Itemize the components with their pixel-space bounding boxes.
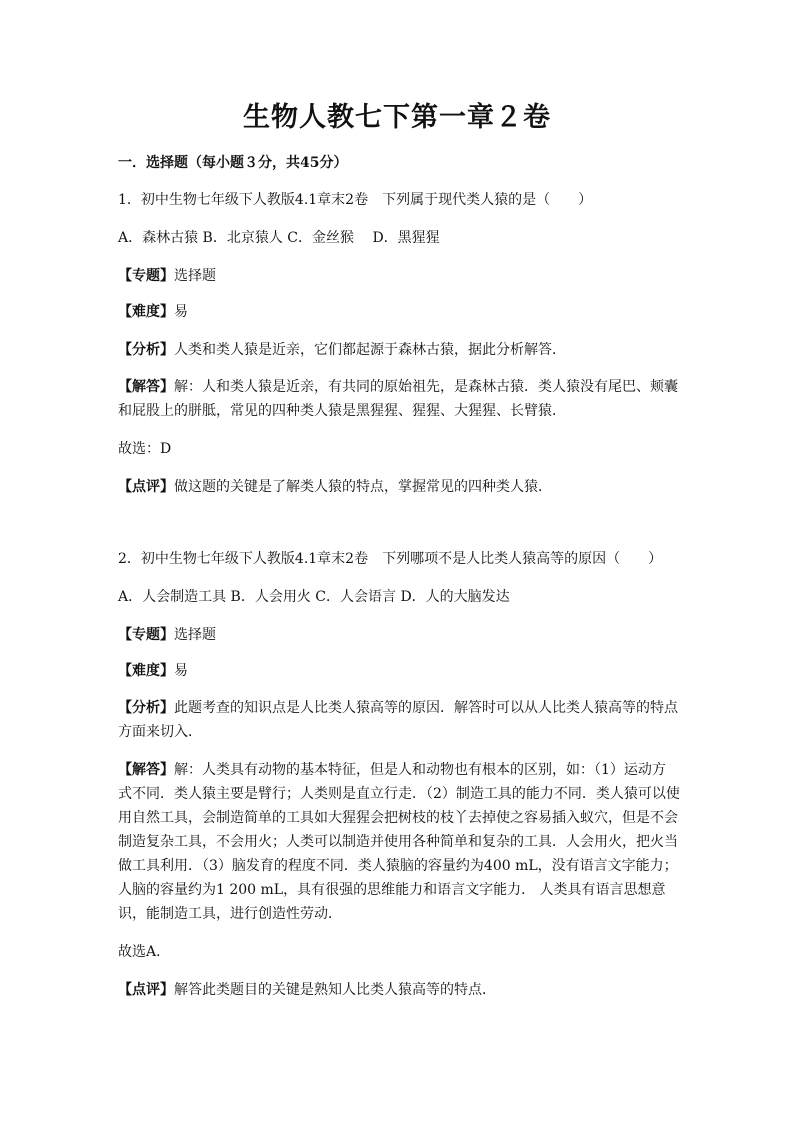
question-2-answer-line-2: 式不同．类人猿主要是臂行；人类则是直立行走．（2）制造工具的能力不同．类人猿可以使 bbox=[118, 786, 680, 802]
difficulty-value: 易 bbox=[174, 663, 188, 679]
question-1-choice: 故选：D bbox=[118, 441, 172, 457]
question-1-analysis bbox=[118, 339, 678, 361]
question-2-comment bbox=[118, 979, 678, 1001]
question-2-analysis-line-1 bbox=[118, 697, 678, 719]
question-2-topic bbox=[118, 624, 678, 646]
question-1-answer-line-1 bbox=[118, 376, 678, 398]
question-1-difficulty bbox=[118, 301, 678, 323]
topic-value: 选择题 bbox=[174, 627, 216, 643]
question-2-analysis-line-2: 方面来切入． bbox=[118, 724, 202, 740]
answer-tag: 【解答】 bbox=[118, 379, 174, 395]
difficulty-tag: 【难度】 bbox=[118, 304, 174, 320]
analysis-text: 此题考查的知识点是人比类人猿高等的原因．解答时可以从人比类人猿高等的特点 bbox=[174, 700, 678, 716]
question-2-stem: 2．初中生物七年级下人教版4.1章末2卷 下列哪项不是人比类人猿高等的原因（ ） bbox=[118, 551, 663, 567]
question-2-options: A．人会制造工具 B．人会用火 C．人会语言 D．人的大脑发达 bbox=[118, 589, 510, 605]
topic-tag: 【专题】 bbox=[118, 268, 174, 284]
comment-text: 解答此类题目的关键是熟知人比类人猿高等的特点． bbox=[174, 982, 496, 998]
question-2-answer-line-3: 用自然工具，会制造简单的工具如大猩猩会把树枝的枝丫去掉使之容易插入蚁穴，但是不会 bbox=[118, 810, 678, 826]
difficulty-tag: 【难度】 bbox=[118, 663, 174, 679]
analysis-tag: 【分析】 bbox=[118, 700, 174, 716]
answer-text: 解：人和类人猿是近亲，有共同的原始祖先，是森林古猿．类人猿没有尾巴、颊囊 bbox=[174, 379, 678, 395]
comment-tag: 【点评】 bbox=[118, 982, 174, 998]
question-2-answer-line-5: 做工具利用．（3）脑发育的程度不同．类人猿脑的容量约为400 mL，没有语言文字能力； bbox=[118, 858, 678, 874]
question-2-answer-line-7: 识，能制造工具，进行创造性劳动． bbox=[118, 906, 342, 922]
topic-tag: 【专题】 bbox=[118, 627, 174, 643]
question-2-choice: 故选A． bbox=[118, 944, 171, 960]
question-2-answer-line-4: 制造复杂工具，不会用火；人类可以制造并使用各种简单和复杂的工具．人会用火，把火当 bbox=[118, 834, 678, 850]
topic-value: 选择题 bbox=[174, 268, 216, 284]
question-1-options: A．森林古猿 B．北京猿人 C．金丝猴 D．黑猩猩 bbox=[118, 230, 440, 246]
question-1-stem: 1．初中生物七年级下人教版4.1章末2卷 下列属于现代类人猿的是（ ） bbox=[118, 192, 593, 208]
comment-text: 做这题的关键是了解类人猿的特点，掌握常见的四种类人猿． bbox=[174, 479, 552, 495]
question-2-difficulty bbox=[118, 660, 678, 682]
analysis-text: 人类和类人猿是近亲，它们都起源于森林古猿，据此分析解答． bbox=[174, 342, 566, 358]
question-1-answer-line-2: 和屁股上的胼胝，常见的四种类人猿是黑猩猩、猩猩、大猩猩、长臂猿． bbox=[118, 403, 566, 419]
comment-tag: 【点评】 bbox=[118, 479, 174, 495]
section-heading: 一．选择题（每小题３分，共45分） bbox=[118, 155, 348, 171]
question-1-comment bbox=[118, 476, 678, 498]
answer-text: 解：人类具有动物的基本特征，但是人和动物也有根本的区别，如：（1）运动方 bbox=[174, 762, 666, 778]
question-1-topic bbox=[118, 265, 678, 287]
difficulty-value: 易 bbox=[174, 304, 188, 320]
question-2-answer-line-1 bbox=[118, 759, 678, 781]
analysis-tag: 【分析】 bbox=[118, 342, 174, 358]
page-title: 生物人教七下第一章２卷 bbox=[243, 102, 551, 133]
question-2-answer-line-6: 人脑的容量约为1 200 mL，具有很强的思维能力和语言文字能力． 人类具有语言思想意 bbox=[118, 882, 666, 898]
answer-tag: 【解答】 bbox=[118, 762, 174, 778]
